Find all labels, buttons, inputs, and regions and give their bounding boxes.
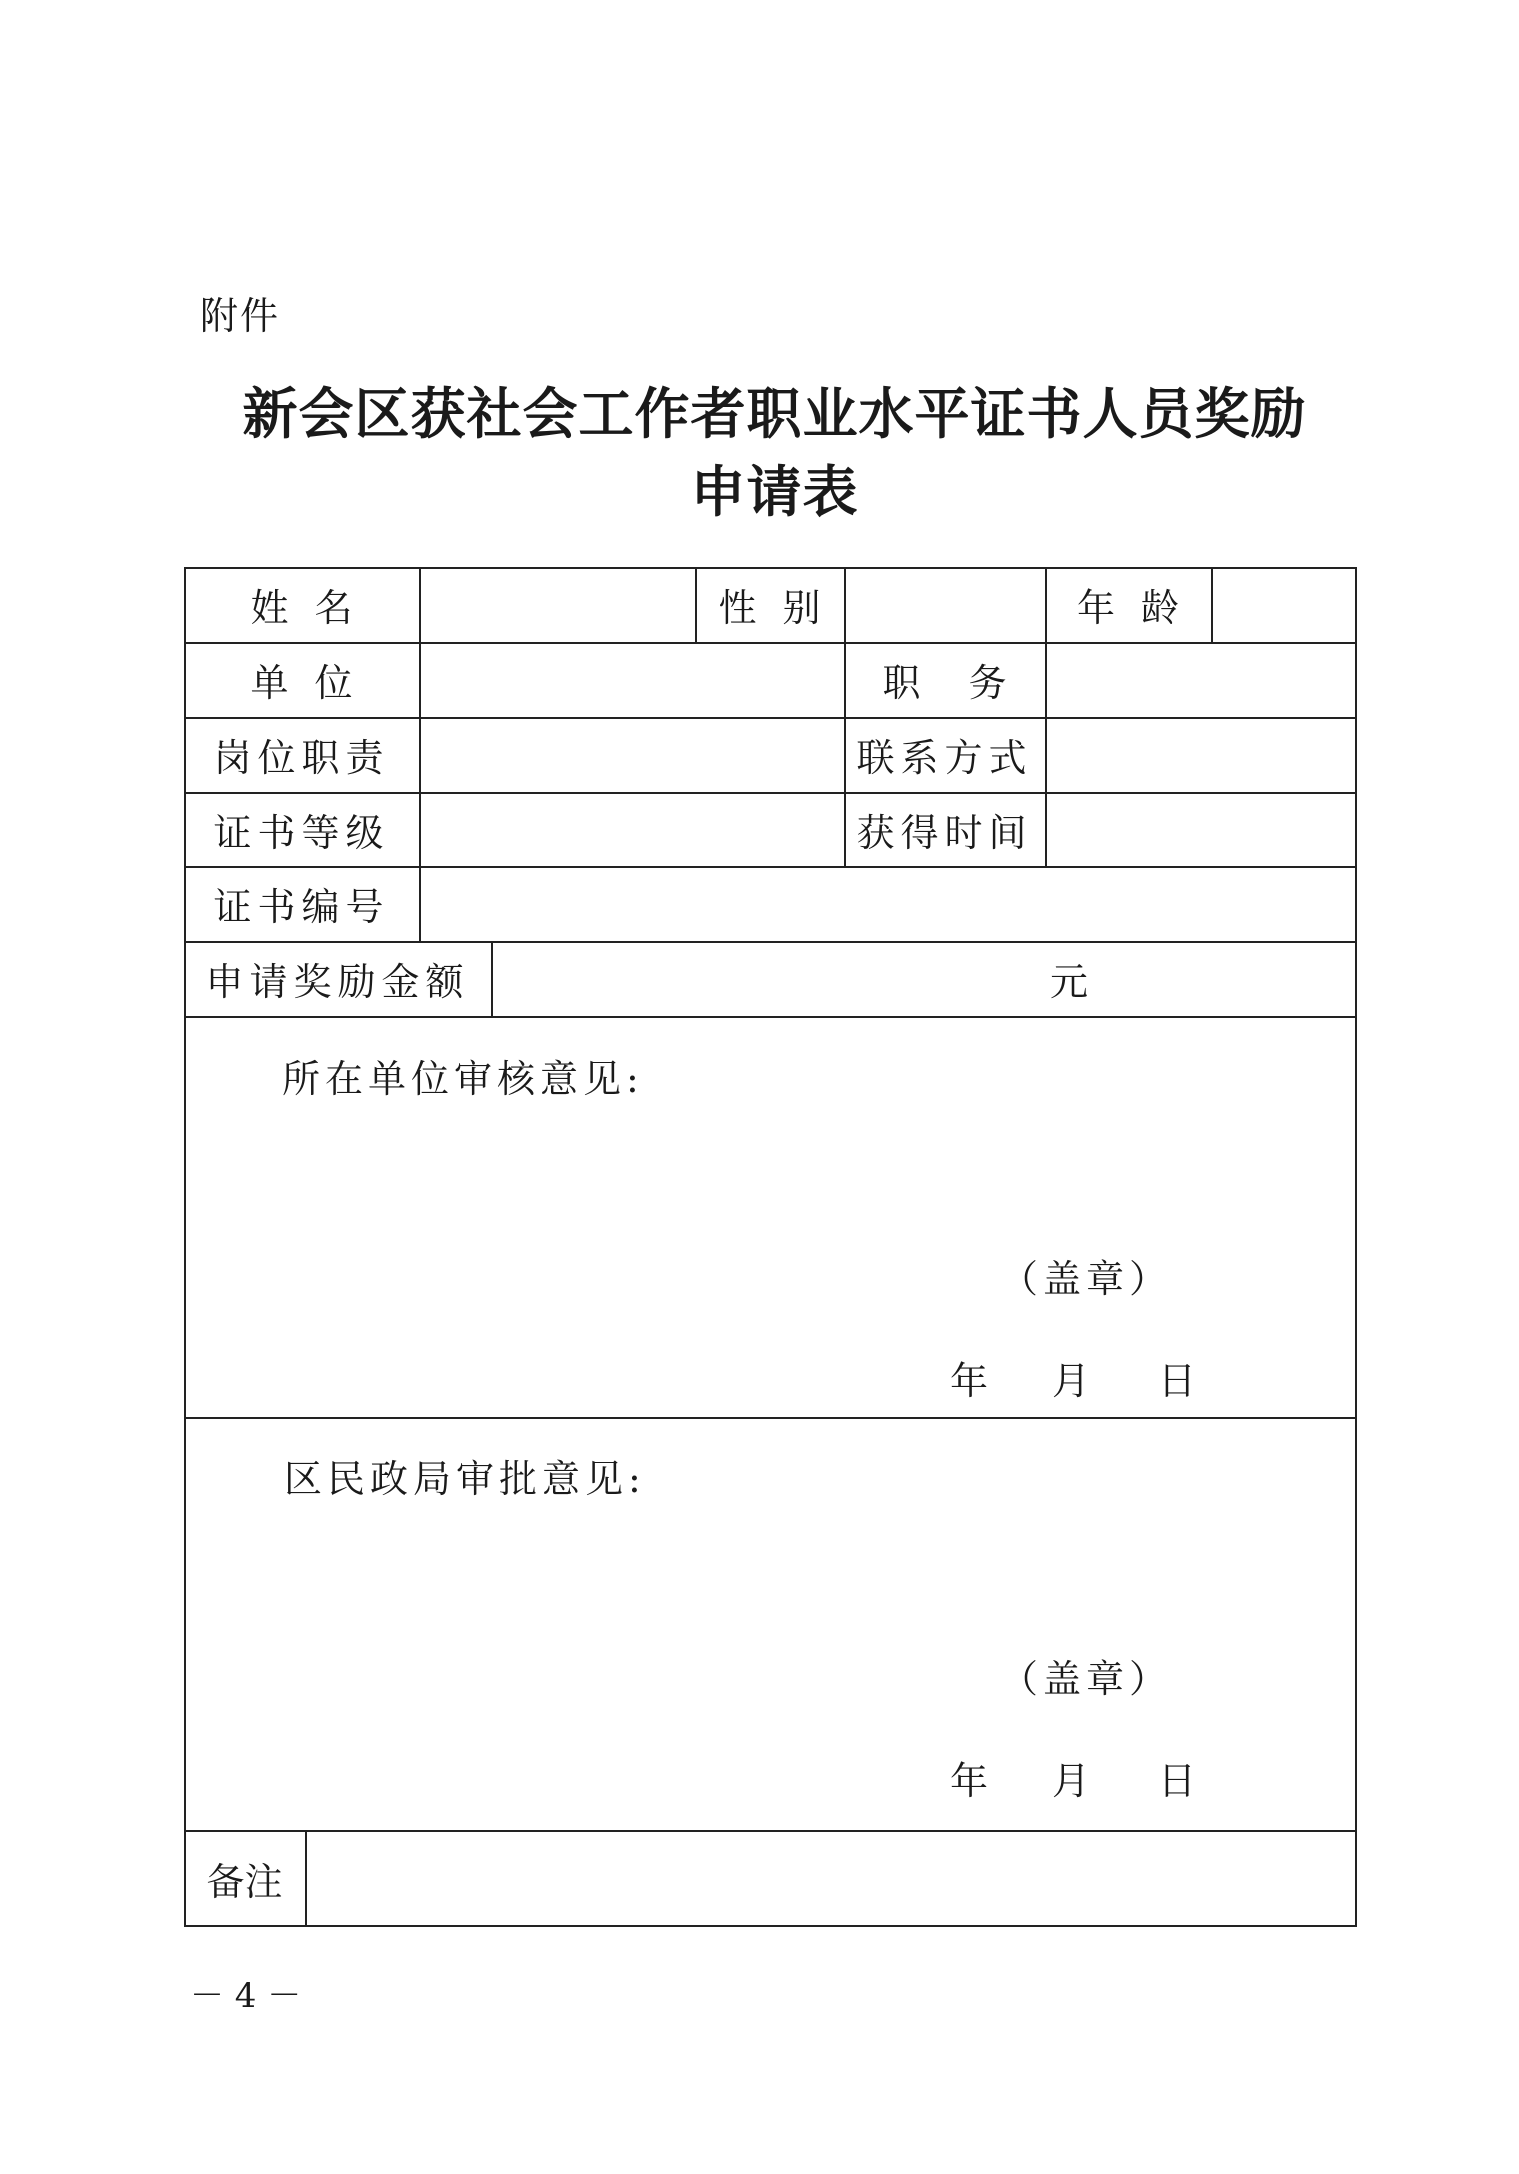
position-field[interactable] — [1045, 642, 1357, 717]
remarks-field[interactable] — [305, 1830, 1357, 1927]
amount-label: 申请奖励金额 — [205, 960, 470, 1004]
unit-review-seal: （盖章） — [1000, 1257, 1173, 1301]
unit-field[interactable] — [419, 642, 844, 717]
name-field[interactable] — [419, 567, 695, 642]
cert-level-field[interactable] — [419, 792, 844, 866]
bureau-approval-day: 日 — [1158, 1759, 1202, 1803]
obtain-time-label: 获得时间 — [856, 810, 1033, 855]
gender-label: 性别 — [718, 586, 847, 630]
cert-level-label: 证书等级 — [213, 810, 390, 855]
duty-field[interactable] — [419, 717, 844, 792]
unit-review-day: 日 — [1158, 1359, 1202, 1403]
row-divider — [184, 1417, 1357, 1419]
remarks-label: 备注 — [206, 1860, 283, 1904]
unit-review-label: 所在单位审核意见: — [282, 1057, 644, 1101]
cert-no-label: 证书编号 — [213, 885, 390, 929]
gender-field[interactable] — [844, 567, 1045, 642]
bureau-approval-month: 月 — [1052, 1759, 1096, 1803]
form-title-line-2: 申请表 — [690, 460, 859, 524]
contact-label: 联系方式 — [856, 736, 1033, 780]
amount-field[interactable] — [491, 941, 1357, 1016]
unit-review-year: 年 — [950, 1359, 994, 1403]
unit-label: 单位 — [250, 661, 379, 705]
form-title-line-1: 新会区获社会工作者职业水平证书人员奖励 — [242, 382, 1307, 446]
page-number: － 4 － — [190, 1976, 302, 2016]
row-divider — [184, 1016, 1357, 1018]
name-label: 姓名 — [250, 586, 379, 630]
bureau-approval-year: 年 — [950, 1759, 994, 1803]
cert-no-field[interactable] — [419, 866, 1357, 941]
bureau-approval-seal: （盖章） — [1000, 1657, 1173, 1701]
duty-label: 岗位职责 — [213, 736, 390, 780]
position-label: 职务 — [882, 661, 1055, 705]
unit-review-month: 月 — [1052, 1359, 1096, 1403]
age-label: 年龄 — [1076, 586, 1205, 630]
attachment-label: 附件 — [200, 294, 281, 338]
amount-unit: 元 — [1050, 960, 1089, 1004]
bureau-approval-label: 区民政局审批意见: — [284, 1457, 646, 1501]
contact-field[interactable] — [1045, 717, 1357, 792]
obtain-time-field[interactable] — [1045, 792, 1357, 866]
age-field[interactable] — [1211, 567, 1357, 642]
